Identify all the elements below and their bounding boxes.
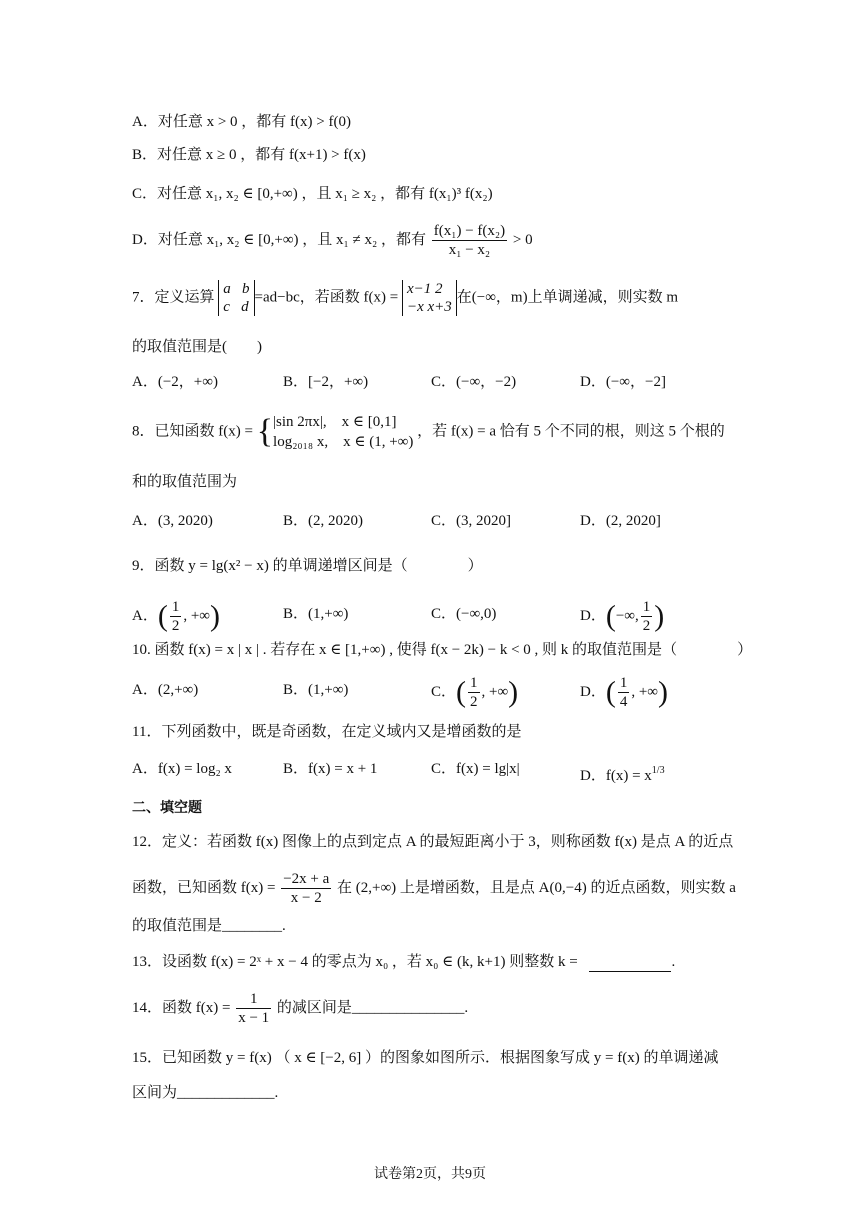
q8-brace: { — [256, 413, 274, 450]
q7-option-d: D．(−∞，−2] — [580, 374, 666, 390]
q7-stem-line2: 的取值范围是( ) — [132, 339, 262, 355]
q6-option-a: A．对任意 x > 0 ，都有 f(x) > f(0) — [132, 114, 351, 130]
q7-func-determinant: x−1 2 −x x+3 — [402, 280, 457, 316]
q13-stem: 13．设函数 f(x) = 2ˣ + x − 4 的零点为 x₀ ，若 x₀ ∈ (k, k+1) 则整数 k = . — [132, 954, 676, 970]
q8-stem: 8．已知函数 f(x) = { |sin 2πx|, x ∈ [0,1] log₂₀₁₈ x, x ∈ (1, +∞) ，若 f(x) = a 恰有 5 个不同的根，则这 5 个根的 — [132, 413, 725, 450]
q11-option-c: C．f(x) = lg|x| — [431, 761, 520, 777]
q7-option-b: B．[−2，+∞) — [283, 374, 369, 390]
q11-stem: 11．下列函数中，既是奇函数，在定义域内又是增函数的是 — [132, 724, 522, 740]
q13-answer-blank — [589, 955, 671, 972]
q9-option-d: D．(−∞, $\frac{1}{2}$ ) — [580, 599, 665, 634]
q10-option-a: A．(2,+∞) — [132, 682, 199, 698]
q9-stem: 9．函数 y = lg(x² − x) 的单调递增区间是（ ） — [132, 558, 483, 574]
q11-option-d: D．$f(x) = x^{1/3}$ — [580, 765, 665, 784]
q7-option-c: C．(−∞，−2) — [431, 374, 517, 390]
q14-fraction: $\frac{1}{x - 1}$ — [238, 991, 270, 1026]
q12-line2: 函数，已知函数 f(x) = $\frac{-2x + a}{x - 2}$ 在 (2,+∞) 上是增函数，且是点 A(0,−4) 的近点函数，则实数 a — [132, 871, 736, 906]
q9-option-a: A．( $\frac{1}{2}$ , +∞) — [132, 599, 220, 634]
q14-stem: 14．函数 f(x) = $\frac{1}{x - 1}$ 的减区间是_______________. — [132, 991, 469, 1026]
q8-option-c: C．(3, 2020] — [431, 513, 511, 529]
page-footer: 试卷第2页，共9页 — [374, 1167, 486, 1182]
q8-piecewise: |sin 2πx|, x ∈ [0,1] log₂₀₁₈ x, x ∈ (1, +∞) — [273, 414, 414, 450]
q7-stem: 7．定义运算 a b c d =ad−bc，若函数 f(x) = x−1 2 −x x+3 在(−∞，m)上单调递减，则实数 m — [132, 281, 679, 315]
q12-fraction: $\frac{-2x + a}{x - 2}$ — [283, 871, 330, 906]
q6-option-c: C．对任意 x₁, x₂ ∈ [0,+∞) ，且 x₁ ≥ x₂ ，都有 f(x₁)³ f(x₂) — [132, 186, 493, 202]
q10-stem: 10. 函数 f(x) = x | x | . 若存在 x ∈ [1,+∞) , 使得 f(x − 2k) − k < 0 , 则 k 的取值范围是（ ） — [132, 642, 753, 658]
q8-option-a: A．(3, 2020) — [132, 513, 213, 529]
section-heading-fill-blank: 二、填空题 — [132, 800, 202, 816]
q7-option-a: A．(−2，+∞) — [132, 374, 218, 390]
q7-def-determinant: a b c d — [218, 280, 254, 316]
q10-option-b: B．(1,+∞) — [283, 682, 349, 698]
q11-option-a: A．f(x) = log₂ x — [132, 761, 232, 777]
q15-line2: 区间为_____________. — [132, 1085, 279, 1101]
q6-d-fraction: $\frac{\text{f(x₁) − f(x₂)}}{\text{x₁ − x₂}}$ — [433, 223, 506, 258]
q6-option-d: D．对任意 x₁, x₂ ∈ [0,+∞) ，且 x₁ ≠ x₂ ，都有 $\frac{\text{f(x₁) − f(x₂)}}{\text{x₁ − x₂}}$ > 0 — [132, 223, 533, 258]
q9-option-c: C．(−∞,0) — [431, 606, 497, 622]
q8-option-d: D．(2, 2020] — [580, 513, 661, 529]
q12-line3: 的取值范围是________. — [132, 918, 286, 934]
q15-line1: 15．已知函数 y = f(x) （ x ∈ [−2, 6] ）的图象如图所示．根据图象写成 y = f(x) 的单调递减 — [132, 1050, 719, 1066]
q9-option-b: B．(1,+∞) — [283, 606, 349, 622]
q11-option-b: B．f(x) = x + 1 — [283, 761, 378, 777]
q10-option-d: D．( $\frac{1}{4}$ , +∞) — [580, 675, 668, 710]
q8-stem-line2: 和的取值范围为 — [132, 474, 238, 490]
q12-line1: 12．定义：若函数 f(x) 图像上的点到定点 A 的最短距离小于 3，则称函数 f(x) 是点 A 的近点 — [132, 834, 734, 850]
q6-option-b: B．对任意 x ≥ 0 ，都有 f(x+1) > f(x) — [132, 147, 366, 163]
q8-option-b: B．(2, 2020) — [283, 513, 363, 529]
q10-option-c: C．( $\frac{1}{2}$ , +∞) — [431, 675, 519, 710]
